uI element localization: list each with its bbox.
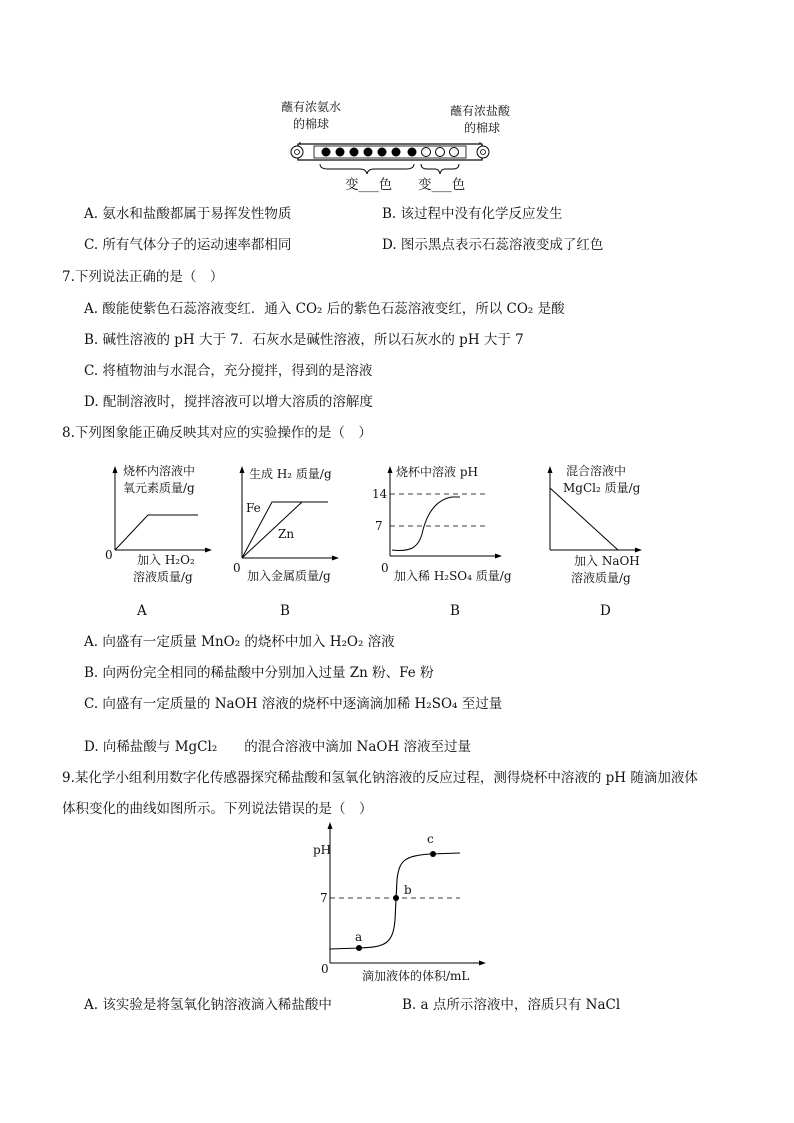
black-dot [378, 148, 387, 157]
q9-label-b: b [404, 883, 412, 897]
graph-a-origin: 0 [105, 548, 113, 562]
q8-option-b: B. 向两份完全相同的稀盐酸中分别加入过量 Zn 粉、Fe 粉 [84, 665, 434, 681]
q7-option-b: B. 碱性溶液的 pH 大于 7．石灰水是碱性溶液，所以石灰水的 pH 大于 7 [84, 332, 524, 348]
black-dot [408, 148, 417, 157]
q7-stem: 7.下列说法正确的是（ ） [62, 269, 224, 285]
q9-ph-curve [330, 853, 460, 949]
graph-b-label-fe: Fe [246, 501, 261, 515]
graph-d-xlabel-1: 加入 NaOH [574, 554, 640, 568]
graph-d-curve [550, 488, 618, 550]
q7-option-d: D. 配制溶液时，搅拌溶液可以增大溶质的溶解度 [84, 394, 373, 410]
graph-c-caption: B [450, 603, 460, 619]
q9-ylabel: pH [313, 843, 332, 857]
graph-c-origin: 0 [381, 561, 389, 575]
graph-b-origin: 0 [233, 561, 241, 575]
q8-option-a: A. 向盛有一定质量 MnO₂ 的烧杯中加入 H₂O₂ 溶液 [84, 634, 395, 650]
black-dot [392, 148, 401, 157]
right-brace [421, 164, 459, 174]
q8-option-d: D. 向稀盐酸与 MgCl₂ 的混合溶液中滴加 NaOH 溶液至过量 [84, 739, 472, 755]
graph-d-caption: D [600, 603, 611, 619]
graph-c-curve [392, 497, 460, 550]
q9-point-a [356, 945, 362, 951]
left-cotton-ball [291, 146, 303, 158]
q9-xlabel: 滴加液体的体积/mL [362, 969, 470, 983]
tube-left-label-1: 蘸有浓氨水 [281, 100, 342, 114]
q7-option-c: C. 将植物油与水混合，充分搅拌，得到的是溶液 [84, 363, 373, 379]
q6-option-b: B. 该过程中没有化学反应发生 [382, 206, 563, 222]
graph-d-ylabel-2: MgCl₂ 质量/g [563, 481, 641, 495]
graph-a-caption: A [137, 603, 147, 619]
graph-c-tick-7: 7 [375, 519, 383, 533]
graph-b-ylabel: 生成 H₂ 质量/g [249, 467, 332, 481]
tube-right-label-2: 的棉球 [464, 121, 501, 135]
q9-option-b: B. a 点所示溶液中，溶质只有 NaCl [402, 997, 621, 1013]
q8-stem: 8.下列图象能正确反映其对应的实验操作的是（ ） [62, 425, 372, 441]
graph-d-xlabel-2: 溶液质量/g [571, 571, 631, 585]
graph-a-ylabel-2: 氧元素质量/g [123, 481, 195, 495]
graph-c-ylabel: 烧杯中溶液 pH [396, 465, 478, 479]
black-dot [350, 148, 359, 157]
q9-label-c: c [427, 832, 434, 846]
q9-stem-line-2: 体积变化的曲线如图所示。下列说法错误的是（ ） [62, 801, 373, 817]
graph-b-label-zn: Zn [278, 527, 295, 541]
graph-a-xlabel-2: 溶液质量/g [133, 570, 193, 584]
graph-a-ylabel-1: 烧杯内溶液中 [123, 464, 196, 478]
tube-left-label-2: 的棉球 [293, 117, 330, 131]
q6-option-d: D. 图示黑点表示石蕊溶液变成了红色 [382, 237, 604, 253]
black-dot [336, 148, 345, 157]
q9-point-b [393, 895, 399, 901]
white-dot [436, 148, 445, 157]
left-brace [320, 164, 414, 174]
graph-a-xlabel-1: 加入 H₂O₂ [137, 553, 195, 567]
q9-stem-line-1: 9.某化学小组利用数字化传感器探究稀盐酸和氢氧化钠溶液的反应过程，测得烧杯中溶液的 pH 随滴加液体 [62, 770, 698, 786]
q8-option-c: C. 向盛有一定质量的 NaOH 溶液的烧杯中逐滴滴加稀 H₂SO₄ 至过量 [84, 696, 503, 712]
q6-option-c: C. 所有气体分子的运动速率都相同 [84, 237, 292, 253]
graph-d-ylabel-1: 混合溶液中 [566, 464, 627, 478]
graph-a-curve [115, 515, 198, 550]
graph-c-xlabel: 加入稀 H₂SO₄ 质量/g [394, 569, 512, 583]
q9-point-c [430, 851, 436, 857]
q9-origin: 0 [321, 962, 329, 976]
right-cotton-ball [477, 146, 489, 158]
black-dot [364, 148, 373, 157]
black-dot [322, 148, 331, 157]
white-dot [450, 148, 459, 157]
graph-b [230, 470, 350, 570]
bracket-right-label: 变___色 [418, 177, 466, 193]
q9-option-a: A. 该实验是将氢氧化钠溶液滴入稀盐酸中 [84, 997, 332, 1013]
graph-c-tick-14: 14 [372, 487, 388, 501]
tube-right-label-1: 蘸有浓盐酸 [450, 104, 511, 118]
graph-b-caption: B [280, 603, 290, 619]
graph-c [380, 470, 510, 570]
white-dot [422, 148, 431, 157]
bracket-left-label: 变___色 [345, 177, 393, 193]
q7-option-a: A. 酸能使紫色石蕊溶液变红．通入 CO₂ 后的紫色石蕊溶液变红，所以 CO₂ 是酸 [84, 301, 565, 317]
graph-b-xlabel: 加入金属质量/g [247, 569, 331, 583]
q6-option-a: A. 氨水和盐酸都属于易挥发性物质 [84, 206, 292, 222]
q9-label-a: a [355, 930, 363, 944]
q9-tick-7: 7 [320, 891, 328, 905]
